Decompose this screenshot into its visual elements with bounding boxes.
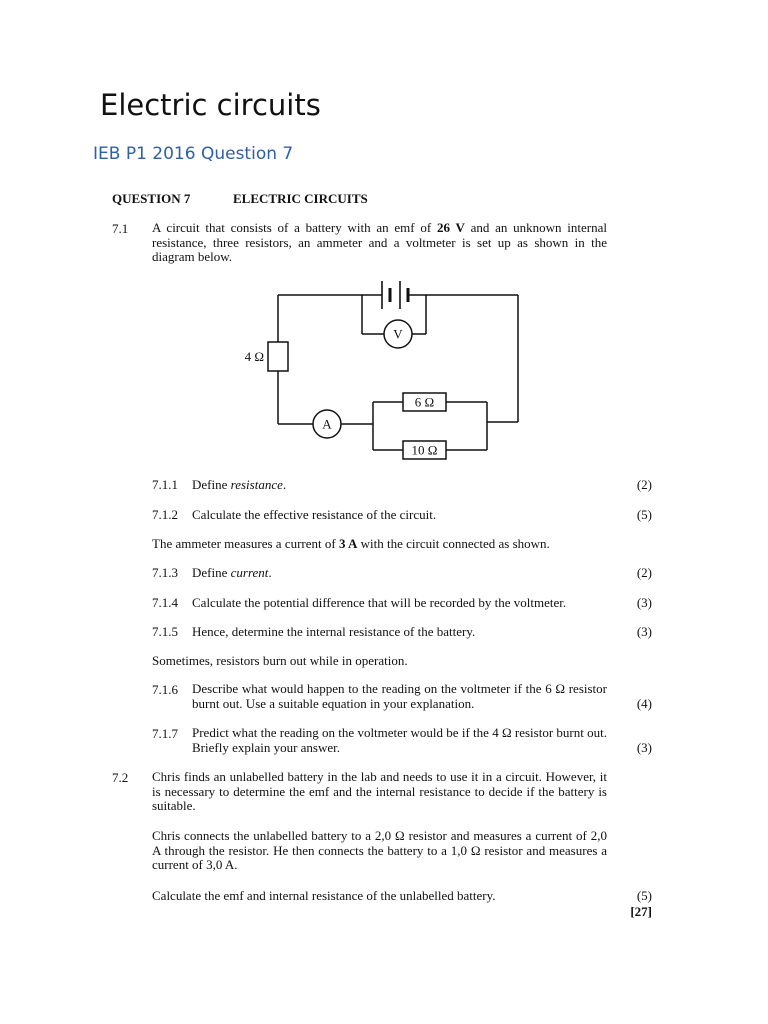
voltmeter-symbol xyxy=(384,320,412,348)
resistor-6-ohm-label: 6 Ω xyxy=(414,394,435,410)
question-topic: ELECTRIC CIRCUITS xyxy=(233,191,368,206)
marks: (3) xyxy=(636,740,652,755)
marks: (5) xyxy=(636,888,652,903)
marks: (4) xyxy=(636,696,652,711)
resistor-10-ohm-label: 10 Ω xyxy=(411,442,438,458)
voltmeter-label: V xyxy=(393,326,403,342)
q72-number: 7.2 xyxy=(112,770,129,785)
resistor-4-ohm xyxy=(245,342,288,371)
marks: (2) xyxy=(636,565,652,580)
burnout-statement: Sometimes, resistors burn out while in operation. xyxy=(152,653,408,668)
question-number: QUESTION 7 xyxy=(112,191,191,206)
q71-number: 7.1 xyxy=(112,221,129,236)
marks: (3) xyxy=(636,624,652,639)
resistor-4-ohm-label: 4 Ω xyxy=(244,349,264,364)
q72-paragraph-2: Chris connects the unlabelled battery to a 2,0 Ω resistor and measures a current of 2,0 A through the resistor. He then connects the battery to a 1,0 Ω resistor and measures a current of 3,0 A. xyxy=(152,828,607,873)
q72-paragraph-1: Chris finds an unlabelled battery in the lab and needs to use it in a circuit. However, it is necessary to determine the emf and the internal resistance to decide if the battery is suitable. xyxy=(152,769,607,814)
ammeter-symbol xyxy=(313,410,341,438)
question-total: [27] xyxy=(630,904,652,919)
q71-intro: A circuit that consists of a battery with an emf of 26 V and an unknown internal resistance, three resistors, an ammeter and a voltmeter is set up as shown in the diagram below. xyxy=(152,220,607,265)
battery-symbol xyxy=(382,281,408,309)
resistor-6-ohm xyxy=(403,393,446,411)
ammeter-label: A xyxy=(322,416,332,432)
marks: (3) xyxy=(636,595,652,610)
ammeter-statement: The ammeter measures a current of 3 A with the circuit connected as shown. xyxy=(152,536,550,551)
circuit-diagram xyxy=(230,270,530,470)
document-title: Electric circuits xyxy=(100,88,321,122)
document-subtitle: IEB P1 2016 Question 7 xyxy=(93,144,294,164)
marks: (5) xyxy=(636,507,652,522)
marks: (2) xyxy=(636,477,652,492)
resistor-10-ohm xyxy=(403,441,446,459)
